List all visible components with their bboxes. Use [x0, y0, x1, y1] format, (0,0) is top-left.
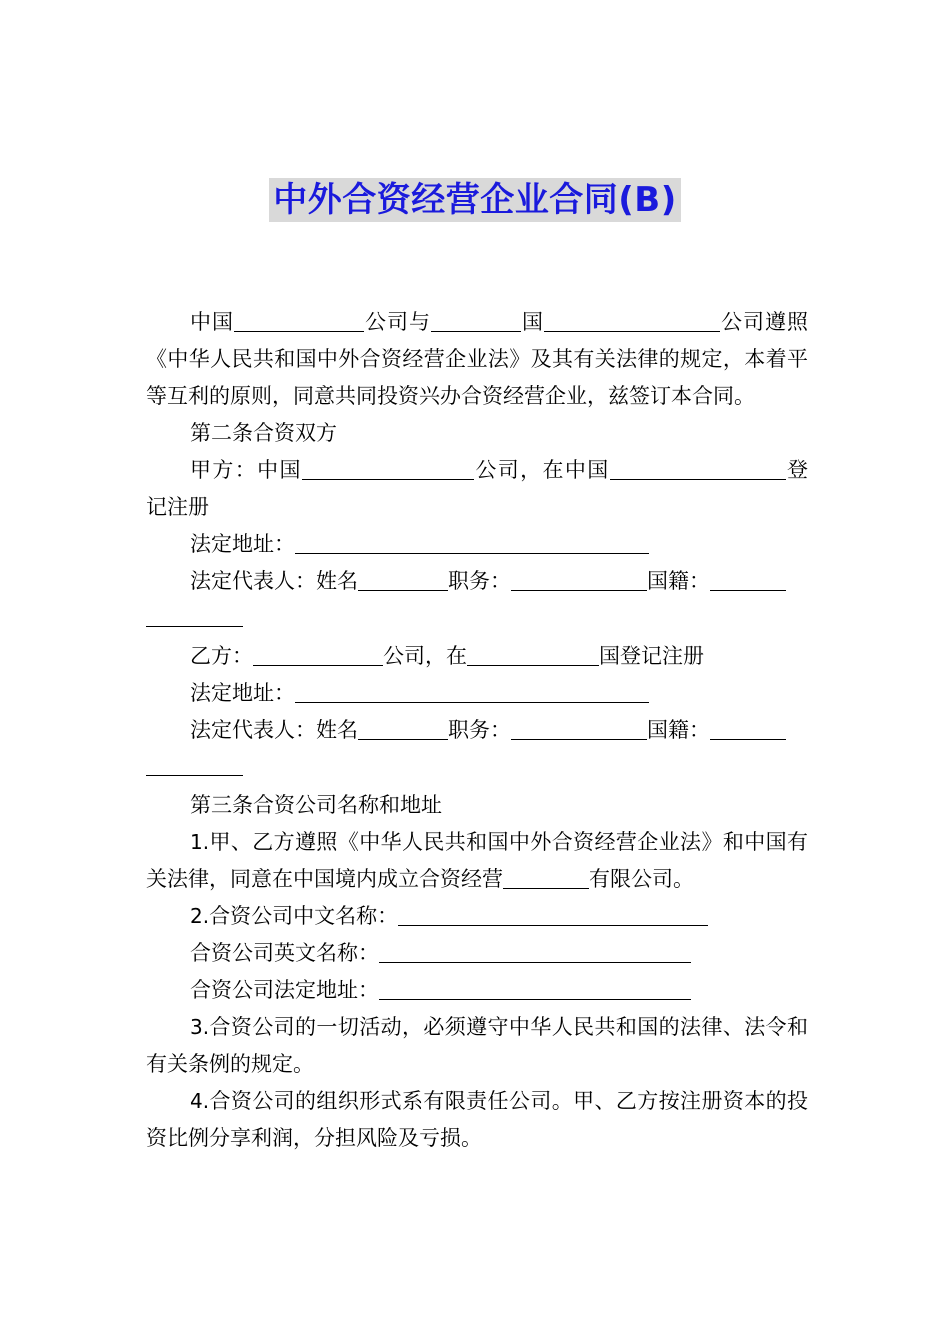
- party-b-rep-nationality-label: 国籍：: [647, 718, 710, 742]
- blank-party-b-rep-nationality: [710, 717, 786, 740]
- jv-en-name-label: 合资公司英文名称：: [190, 941, 379, 965]
- item-1-number: 1.: [190, 830, 210, 854]
- party-b-rep-name-label: 法定代表人：姓名: [190, 718, 358, 742]
- blank-party-b-country: [467, 643, 599, 666]
- preamble-text-4: 公司遵照《中华人民共和国中外合资经营企业法》及其有关法律的规定，本着平等互利的原则，同意共同投资兴办合资经营企业，兹签订本合同。: [146, 310, 808, 408]
- blank-jv-address: [379, 977, 691, 1000]
- party-a-address-label: 法定地址：: [190, 532, 295, 556]
- blank-party-b-company: [253, 643, 383, 666]
- blank-jv-cn-name: [398, 903, 708, 926]
- jv-address-line: [146, 972, 808, 1009]
- party-a-rep-title-label: 职务：: [448, 569, 511, 593]
- party-a-rep-line: [146, 563, 808, 600]
- item-3-text: 合资公司的一切活动，必须遵守中华人民共和国的法律、法令和有关条例的规定。: [146, 1015, 808, 1076]
- article-3-heading: 第三条合资公司名称和地址: [190, 793, 442, 817]
- item-4-number: 4.: [190, 1089, 210, 1113]
- blank-foreign-country: [431, 309, 521, 332]
- article-3-item-2: [146, 898, 808, 935]
- party-b-text-2: 公司，在: [383, 644, 467, 668]
- blank-party-b-address: [295, 680, 649, 703]
- blank-party-a-registration: [610, 457, 786, 480]
- preamble-paragraph: [146, 304, 808, 415]
- blank-party-b-rep-title: [511, 717, 647, 740]
- party-a-address-line: [146, 526, 808, 563]
- item-1-tail: 有限公司。: [589, 867, 694, 891]
- article-3-item-1: [146, 824, 808, 898]
- party-a-rep-name-label: 法定代表人：姓名: [190, 569, 358, 593]
- preamble-text-2: 公司与: [364, 310, 431, 334]
- party-b-text-3: 国登记注册: [599, 644, 704, 668]
- blank-china-company: [234, 309, 364, 332]
- party-a-text-2: 公司，在中国: [473, 458, 610, 482]
- document-title: 中外合资经营企业合同(B): [269, 178, 681, 222]
- document-body: [146, 304, 808, 1157]
- party-b-text-1: 乙方：: [190, 644, 253, 668]
- blank-party-b-rep-name: [358, 717, 448, 740]
- blank-foreign-company: [544, 309, 720, 332]
- blank-party-a-rep-name: [358, 568, 448, 591]
- party-a-text-1: 甲方：中国: [190, 458, 302, 482]
- party-b-address-line: [146, 675, 808, 712]
- article-3-item-3: [146, 1009, 808, 1083]
- blank-party-a-address: [295, 531, 649, 554]
- preamble-text-3: 国: [521, 310, 544, 334]
- party-a-rep-nationality-label: 国籍：: [647, 569, 710, 593]
- party-b-rep-title-label: 职务：: [448, 718, 511, 742]
- jv-cn-name-label: 合资公司中文名称：: [209, 904, 399, 928]
- blank-jv-business: [503, 866, 589, 889]
- title-container: [0, 178, 950, 222]
- preamble-text-1: 中国: [190, 310, 234, 334]
- party-a-line: [146, 452, 808, 526]
- item-2-number: 2.: [190, 904, 210, 928]
- jv-en-name-line: [146, 935, 808, 972]
- party-b-address-label: 法定地址：: [190, 681, 295, 705]
- item-4-text: 合资公司的组织形式系有限责任公司。甲、乙方按注册资本的投资比例分享利润，分担风险及亏损。: [146, 1089, 808, 1150]
- jv-address-label: 合资公司法定地址：: [190, 978, 379, 1002]
- party-b-rep-line: [146, 712, 808, 749]
- blank-party-a-rep-nationality-continued: [146, 600, 243, 627]
- item-3-number: 3.: [190, 1015, 210, 1039]
- blank-party-a-rep-nationality: [710, 568, 786, 591]
- blank-party-b-rep-nationality-continued: [146, 749, 243, 776]
- party-a-text-3: 登记注册: [146, 458, 809, 519]
- blank-party-a-rep-title: [511, 568, 647, 591]
- item-1-text: 甲、乙方遵照《中华人民共和国中外合资经营企业法》和中国有关法律，同意在中国境内成立合资经营: [146, 830, 808, 891]
- blank-party-a-company: [302, 457, 474, 480]
- party-b-line: [146, 638, 808, 675]
- blank-jv-en-name: [379, 940, 691, 963]
- article-3-item-4: [146, 1083, 808, 1157]
- article-2-heading: 第二条合资双方: [190, 421, 337, 445]
